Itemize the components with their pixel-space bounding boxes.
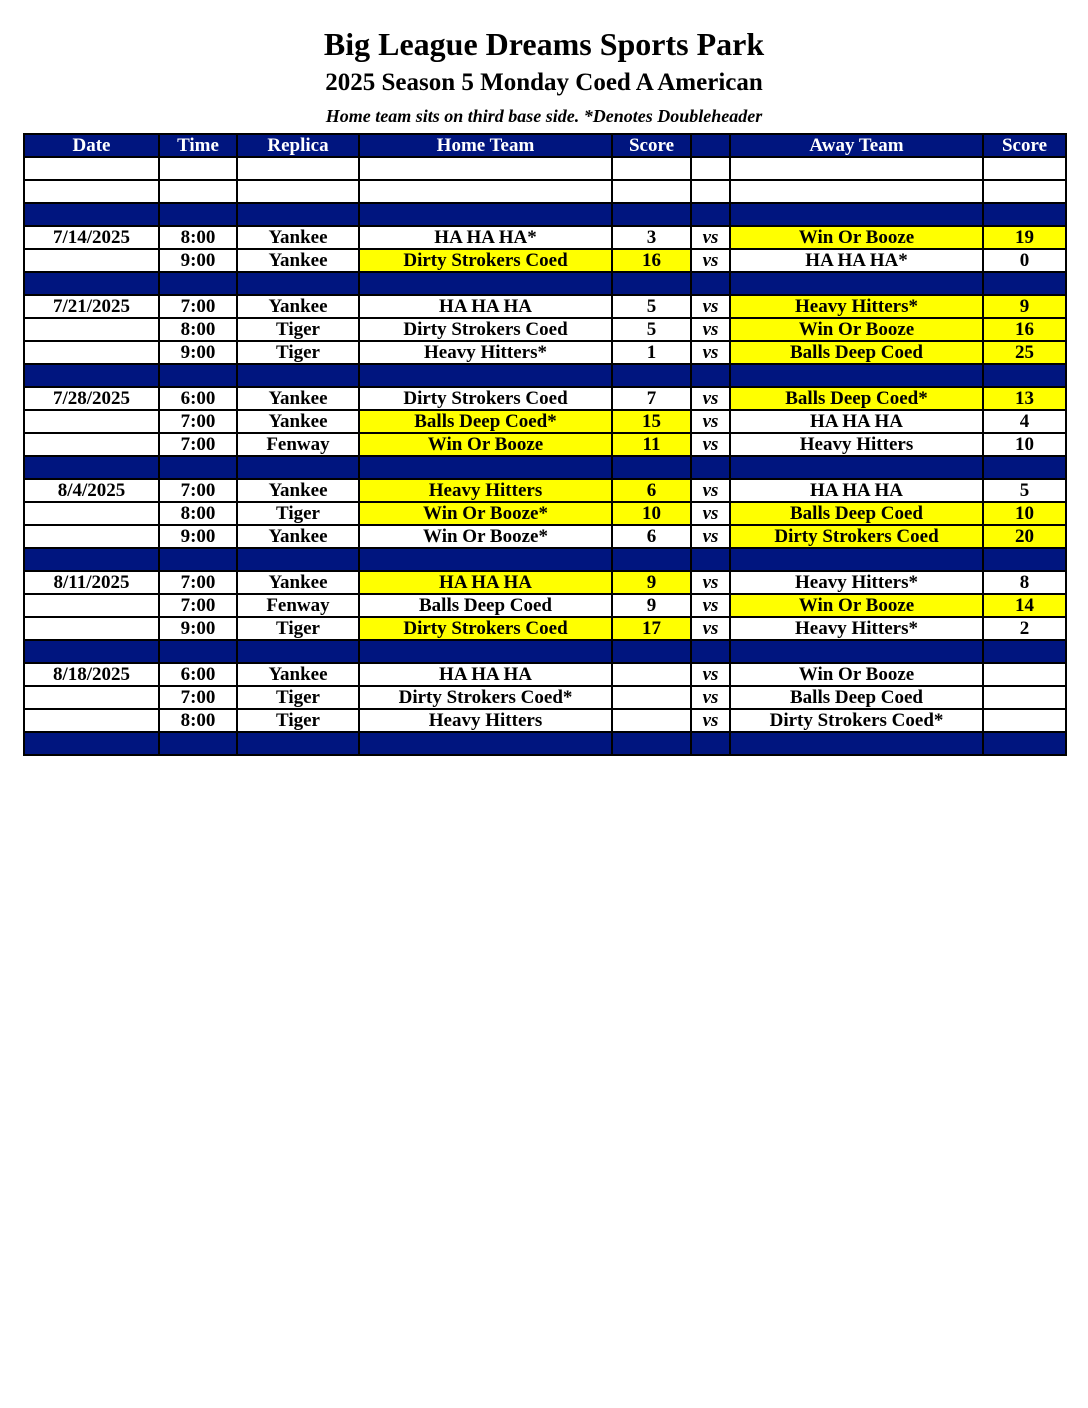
replica-cell: Yankee <box>237 525 359 548</box>
vs-cell: vs <box>691 410 730 433</box>
away-team-cell: Dirty Strokers Coed* <box>730 709 983 732</box>
away-team-cell: Heavy Hitters* <box>730 571 983 594</box>
away-team-cell <box>730 640 983 663</box>
away-team-cell: HA HA HA* <box>730 249 983 272</box>
home-score-cell: 6 <box>612 525 691 548</box>
away-score-cell: 25 <box>983 341 1066 364</box>
away-team-cell: Win Or Booze <box>730 594 983 617</box>
col-header-home-score: Score <box>612 134 691 157</box>
game-row <box>24 686 1066 709</box>
away-team-cell: HA HA HA <box>730 479 983 502</box>
away-score-cell: 13 <box>983 387 1066 410</box>
home-score-cell: 1 <box>612 341 691 364</box>
away-score-cell: 5 <box>983 479 1066 502</box>
separator-row <box>24 203 1066 226</box>
home-team-cell: Heavy Hitters* <box>359 341 612 364</box>
time-cell <box>159 548 237 571</box>
time-cell: 8:00 <box>159 226 237 249</box>
replica-cell: Fenway <box>237 594 359 617</box>
home-score-cell <box>612 663 691 686</box>
away-team-cell <box>730 548 983 571</box>
vs-cell: vs <box>691 479 730 502</box>
col-header-date: Date <box>24 134 159 157</box>
separator-row <box>24 364 1066 387</box>
separator-row <box>24 272 1066 295</box>
home-team-cell: Dirty Strokers Coed <box>359 617 612 640</box>
game-row <box>24 571 1066 594</box>
home-team-cell: Win Or Booze* <box>359 525 612 548</box>
home-team-cell <box>359 203 612 226</box>
date-cell <box>24 364 159 387</box>
vs-cell: vs <box>691 433 730 456</box>
away-score-cell <box>983 663 1066 686</box>
away-team-cell: Balls Deep Coed <box>730 686 983 709</box>
date-cell <box>24 249 159 272</box>
vs-cell <box>691 180 730 203</box>
away-score-cell: 20 <box>983 525 1066 548</box>
replica-cell <box>237 180 359 203</box>
time-cell: 8:00 <box>159 709 237 732</box>
home-score-cell <box>612 640 691 663</box>
date-cell <box>24 410 159 433</box>
home-team-cell: Dirty Strokers Coed <box>359 249 612 272</box>
date-cell <box>24 594 159 617</box>
schedule-note: Home team sits on third base side. *Denotes Doubleheader <box>325 106 763 126</box>
away-score-cell: 10 <box>983 502 1066 525</box>
schedule-table <box>23 133 1067 756</box>
away-score-cell: 0 <box>983 249 1066 272</box>
game-row <box>24 410 1066 433</box>
game-row <box>24 617 1066 640</box>
date-cell: 8/11/2025 <box>24 571 159 594</box>
game-row <box>24 387 1066 410</box>
time-cell <box>159 640 237 663</box>
away-score-cell <box>983 709 1066 732</box>
home-team-cell <box>359 548 612 571</box>
replica-cell: Yankee <box>237 387 359 410</box>
away-score-cell: 8 <box>983 571 1066 594</box>
home-score-cell: 6 <box>612 479 691 502</box>
date-cell <box>24 525 159 548</box>
page-title: Big League Dreams Sports Park <box>323 26 765 62</box>
replica-cell: Fenway <box>237 433 359 456</box>
away-score-cell <box>983 548 1066 571</box>
time-cell: 7:00 <box>159 594 237 617</box>
vs-cell: vs <box>691 249 730 272</box>
replica-cell: Tiger <box>237 617 359 640</box>
date-cell: 7/21/2025 <box>24 295 159 318</box>
away-team-cell: Balls Deep Coed* <box>730 387 983 410</box>
away-score-cell: 10 <box>983 433 1066 456</box>
away-score-cell: 4 <box>983 410 1066 433</box>
vs-cell <box>691 272 730 295</box>
away-team-cell: Heavy Hitters <box>730 433 983 456</box>
time-cell <box>159 272 237 295</box>
vs-cell: vs <box>691 318 730 341</box>
home-team-cell: Heavy Hitters <box>359 709 612 732</box>
time-cell: 9:00 <box>159 525 237 548</box>
home-team-cell: HA HA HA <box>359 571 612 594</box>
home-score-cell <box>612 686 691 709</box>
away-score-cell: 9 <box>983 295 1066 318</box>
vs-cell: vs <box>691 686 730 709</box>
col-header-time: Time <box>159 134 237 157</box>
date-cell <box>24 502 159 525</box>
home-team-cell: Dirty Strokers Coed <box>359 318 612 341</box>
col-header-home-team: Home Team <box>359 134 612 157</box>
away-score-cell: 16 <box>983 318 1066 341</box>
date-cell <box>24 272 159 295</box>
vs-cell: vs <box>691 571 730 594</box>
date-cell <box>24 617 159 640</box>
replica-cell <box>237 157 359 180</box>
away-score-cell <box>983 272 1066 295</box>
vs-cell: vs <box>691 709 730 732</box>
home-team-cell: HA HA HA <box>359 295 612 318</box>
date-cell: 7/14/2025 <box>24 226 159 249</box>
home-score-cell: 3 <box>612 226 691 249</box>
away-team-cell: Win Or Booze <box>730 226 983 249</box>
time-cell <box>159 456 237 479</box>
away-team-cell: Win Or Booze <box>730 663 983 686</box>
game-row <box>24 709 1066 732</box>
game-row <box>24 433 1066 456</box>
separator-row <box>24 456 1066 479</box>
blank-row <box>24 157 1066 180</box>
home-team-cell <box>359 640 612 663</box>
replica-cell: Tiger <box>237 709 359 732</box>
game-row <box>24 226 1066 249</box>
away-team-cell <box>730 272 983 295</box>
vs-cell: vs <box>691 387 730 410</box>
home-team-cell: Win Or Booze* <box>359 502 612 525</box>
replica-cell: Yankee <box>237 249 359 272</box>
time-cell: 7:00 <box>159 410 237 433</box>
away-score-cell <box>983 364 1066 387</box>
time-cell: 6:00 <box>159 663 237 686</box>
time-cell <box>159 364 237 387</box>
home-team-cell <box>359 180 612 203</box>
replica-cell: Tiger <box>237 341 359 364</box>
away-team-cell <box>730 456 983 479</box>
game-row <box>24 249 1066 272</box>
replica-cell <box>237 732 359 755</box>
time-cell <box>159 180 237 203</box>
game-row <box>24 479 1066 502</box>
game-row <box>24 525 1066 548</box>
date-cell <box>24 318 159 341</box>
schedule-body <box>24 157 1066 755</box>
home-team-cell: Dirty Strokers Coed* <box>359 686 612 709</box>
time-cell: 7:00 <box>159 295 237 318</box>
home-score-cell <box>612 732 691 755</box>
col-header-away-team: Away Team <box>730 134 983 157</box>
time-cell <box>159 203 237 226</box>
time-cell: 9:00 <box>159 249 237 272</box>
home-team-cell <box>359 732 612 755</box>
game-row <box>24 341 1066 364</box>
separator-row <box>24 640 1066 663</box>
game-row <box>24 502 1066 525</box>
time-cell: 6:00 <box>159 387 237 410</box>
date-cell <box>24 433 159 456</box>
home-score-cell <box>612 456 691 479</box>
date-cell <box>24 732 159 755</box>
home-score-cell: 10 <box>612 502 691 525</box>
time-cell <box>159 732 237 755</box>
vs-cell <box>691 732 730 755</box>
home-team-cell: Heavy Hitters <box>359 479 612 502</box>
time-cell: 7:00 <box>159 571 237 594</box>
vs-cell <box>691 364 730 387</box>
vs-cell: vs <box>691 663 730 686</box>
date-cell <box>24 157 159 180</box>
time-cell: 9:00 <box>159 617 237 640</box>
replica-cell <box>237 203 359 226</box>
replica-cell: Yankee <box>237 663 359 686</box>
vs-cell: vs <box>691 295 730 318</box>
away-team-cell: Balls Deep Coed <box>730 502 983 525</box>
replica-cell: Tiger <box>237 502 359 525</box>
home-team-cell <box>359 364 612 387</box>
time-cell: 7:00 <box>159 479 237 502</box>
home-score-cell: 5 <box>612 295 691 318</box>
vs-cell: vs <box>691 502 730 525</box>
away-team-cell: HA HA HA <box>730 410 983 433</box>
away-team-cell: Win Or Booze <box>730 318 983 341</box>
separator-row <box>24 548 1066 571</box>
game-row <box>24 318 1066 341</box>
vs-cell <box>691 203 730 226</box>
away-team-cell <box>730 732 983 755</box>
away-team-cell <box>730 157 983 180</box>
home-score-cell <box>612 203 691 226</box>
home-score-cell <box>612 272 691 295</box>
replica-cell: Yankee <box>237 571 359 594</box>
date-cell <box>24 686 159 709</box>
home-score-cell: 9 <box>612 594 691 617</box>
away-score-cell: 14 <box>983 594 1066 617</box>
away-score-cell <box>983 640 1066 663</box>
home-score-cell: 17 <box>612 617 691 640</box>
away-team-cell: Balls Deep Coed <box>730 341 983 364</box>
vs-cell <box>691 548 730 571</box>
away-team-cell: Heavy Hitters* <box>730 617 983 640</box>
home-team-cell: Win Or Booze <box>359 433 612 456</box>
date-cell <box>24 640 159 663</box>
replica-cell <box>237 456 359 479</box>
date-cell <box>24 709 159 732</box>
date-cell <box>24 341 159 364</box>
page-subtitle: 2025 Season 5 Monday Coed A American <box>325 69 763 96</box>
col-header-away-score: Score <box>983 134 1066 157</box>
vs-cell: vs <box>691 226 730 249</box>
away-team-cell: Heavy Hitters* <box>730 295 983 318</box>
header-row <box>24 134 1066 157</box>
time-cell: 8:00 <box>159 318 237 341</box>
away-score-cell <box>983 157 1066 180</box>
home-team-cell: Balls Deep Coed <box>359 594 612 617</box>
date-cell: 8/4/2025 <box>24 479 159 502</box>
home-team-cell: HA HA HA <box>359 663 612 686</box>
date-cell <box>24 548 159 571</box>
col-header-vs <box>691 134 730 157</box>
home-score-cell: 15 <box>612 410 691 433</box>
time-cell: 8:00 <box>159 502 237 525</box>
replica-cell <box>237 364 359 387</box>
date-cell: 8/18/2025 <box>24 663 159 686</box>
away-score-cell <box>983 180 1066 203</box>
replica-cell <box>237 640 359 663</box>
away-score-cell <box>983 203 1066 226</box>
home-score-cell <box>612 364 691 387</box>
time-cell: 7:00 <box>159 433 237 456</box>
vs-cell <box>691 640 730 663</box>
replica-cell: Yankee <box>237 410 359 433</box>
away-team-cell <box>730 364 983 387</box>
home-team-cell <box>359 456 612 479</box>
vs-cell: vs <box>691 594 730 617</box>
home-team-cell: Balls Deep Coed* <box>359 410 612 433</box>
home-score-cell <box>612 157 691 180</box>
home-team-cell <box>359 157 612 180</box>
home-team-cell: Dirty Strokers Coed <box>359 387 612 410</box>
vs-cell <box>691 157 730 180</box>
vs-cell <box>691 456 730 479</box>
game-row <box>24 663 1066 686</box>
replica-cell: Tiger <box>237 686 359 709</box>
date-cell <box>24 456 159 479</box>
away-team-cell <box>730 203 983 226</box>
home-team-cell: HA HA HA* <box>359 226 612 249</box>
time-cell: 9:00 <box>159 341 237 364</box>
vs-cell: vs <box>691 341 730 364</box>
away-score-cell: 19 <box>983 226 1066 249</box>
time-cell <box>159 157 237 180</box>
home-score-cell: 9 <box>612 571 691 594</box>
home-score-cell: 16 <box>612 249 691 272</box>
replica-cell: Tiger <box>237 318 359 341</box>
replica-cell: Yankee <box>237 479 359 502</box>
vs-cell: vs <box>691 617 730 640</box>
home-score-cell <box>612 180 691 203</box>
separator-row <box>24 732 1066 755</box>
blank-row <box>24 180 1066 203</box>
away-score-cell <box>983 456 1066 479</box>
home-score-cell <box>612 548 691 571</box>
home-score-cell: 11 <box>612 433 691 456</box>
home-score-cell: 7 <box>612 387 691 410</box>
away-score-cell <box>983 686 1066 709</box>
vs-cell: vs <box>691 525 730 548</box>
replica-cell: Yankee <box>237 226 359 249</box>
home-team-cell <box>359 272 612 295</box>
away-score-cell: 2 <box>983 617 1066 640</box>
date-cell <box>24 203 159 226</box>
col-header-replica: Replica <box>237 134 359 157</box>
home-score-cell <box>612 709 691 732</box>
home-score-cell: 5 <box>612 318 691 341</box>
away-score-cell <box>983 732 1066 755</box>
game-row <box>24 594 1066 617</box>
time-cell: 7:00 <box>159 686 237 709</box>
date-cell <box>24 180 159 203</box>
away-team-cell <box>730 180 983 203</box>
replica-cell <box>237 272 359 295</box>
game-row <box>24 295 1066 318</box>
away-team-cell: Dirty Strokers Coed <box>730 525 983 548</box>
replica-cell: Yankee <box>237 295 359 318</box>
date-cell: 7/28/2025 <box>24 387 159 410</box>
replica-cell <box>237 548 359 571</box>
